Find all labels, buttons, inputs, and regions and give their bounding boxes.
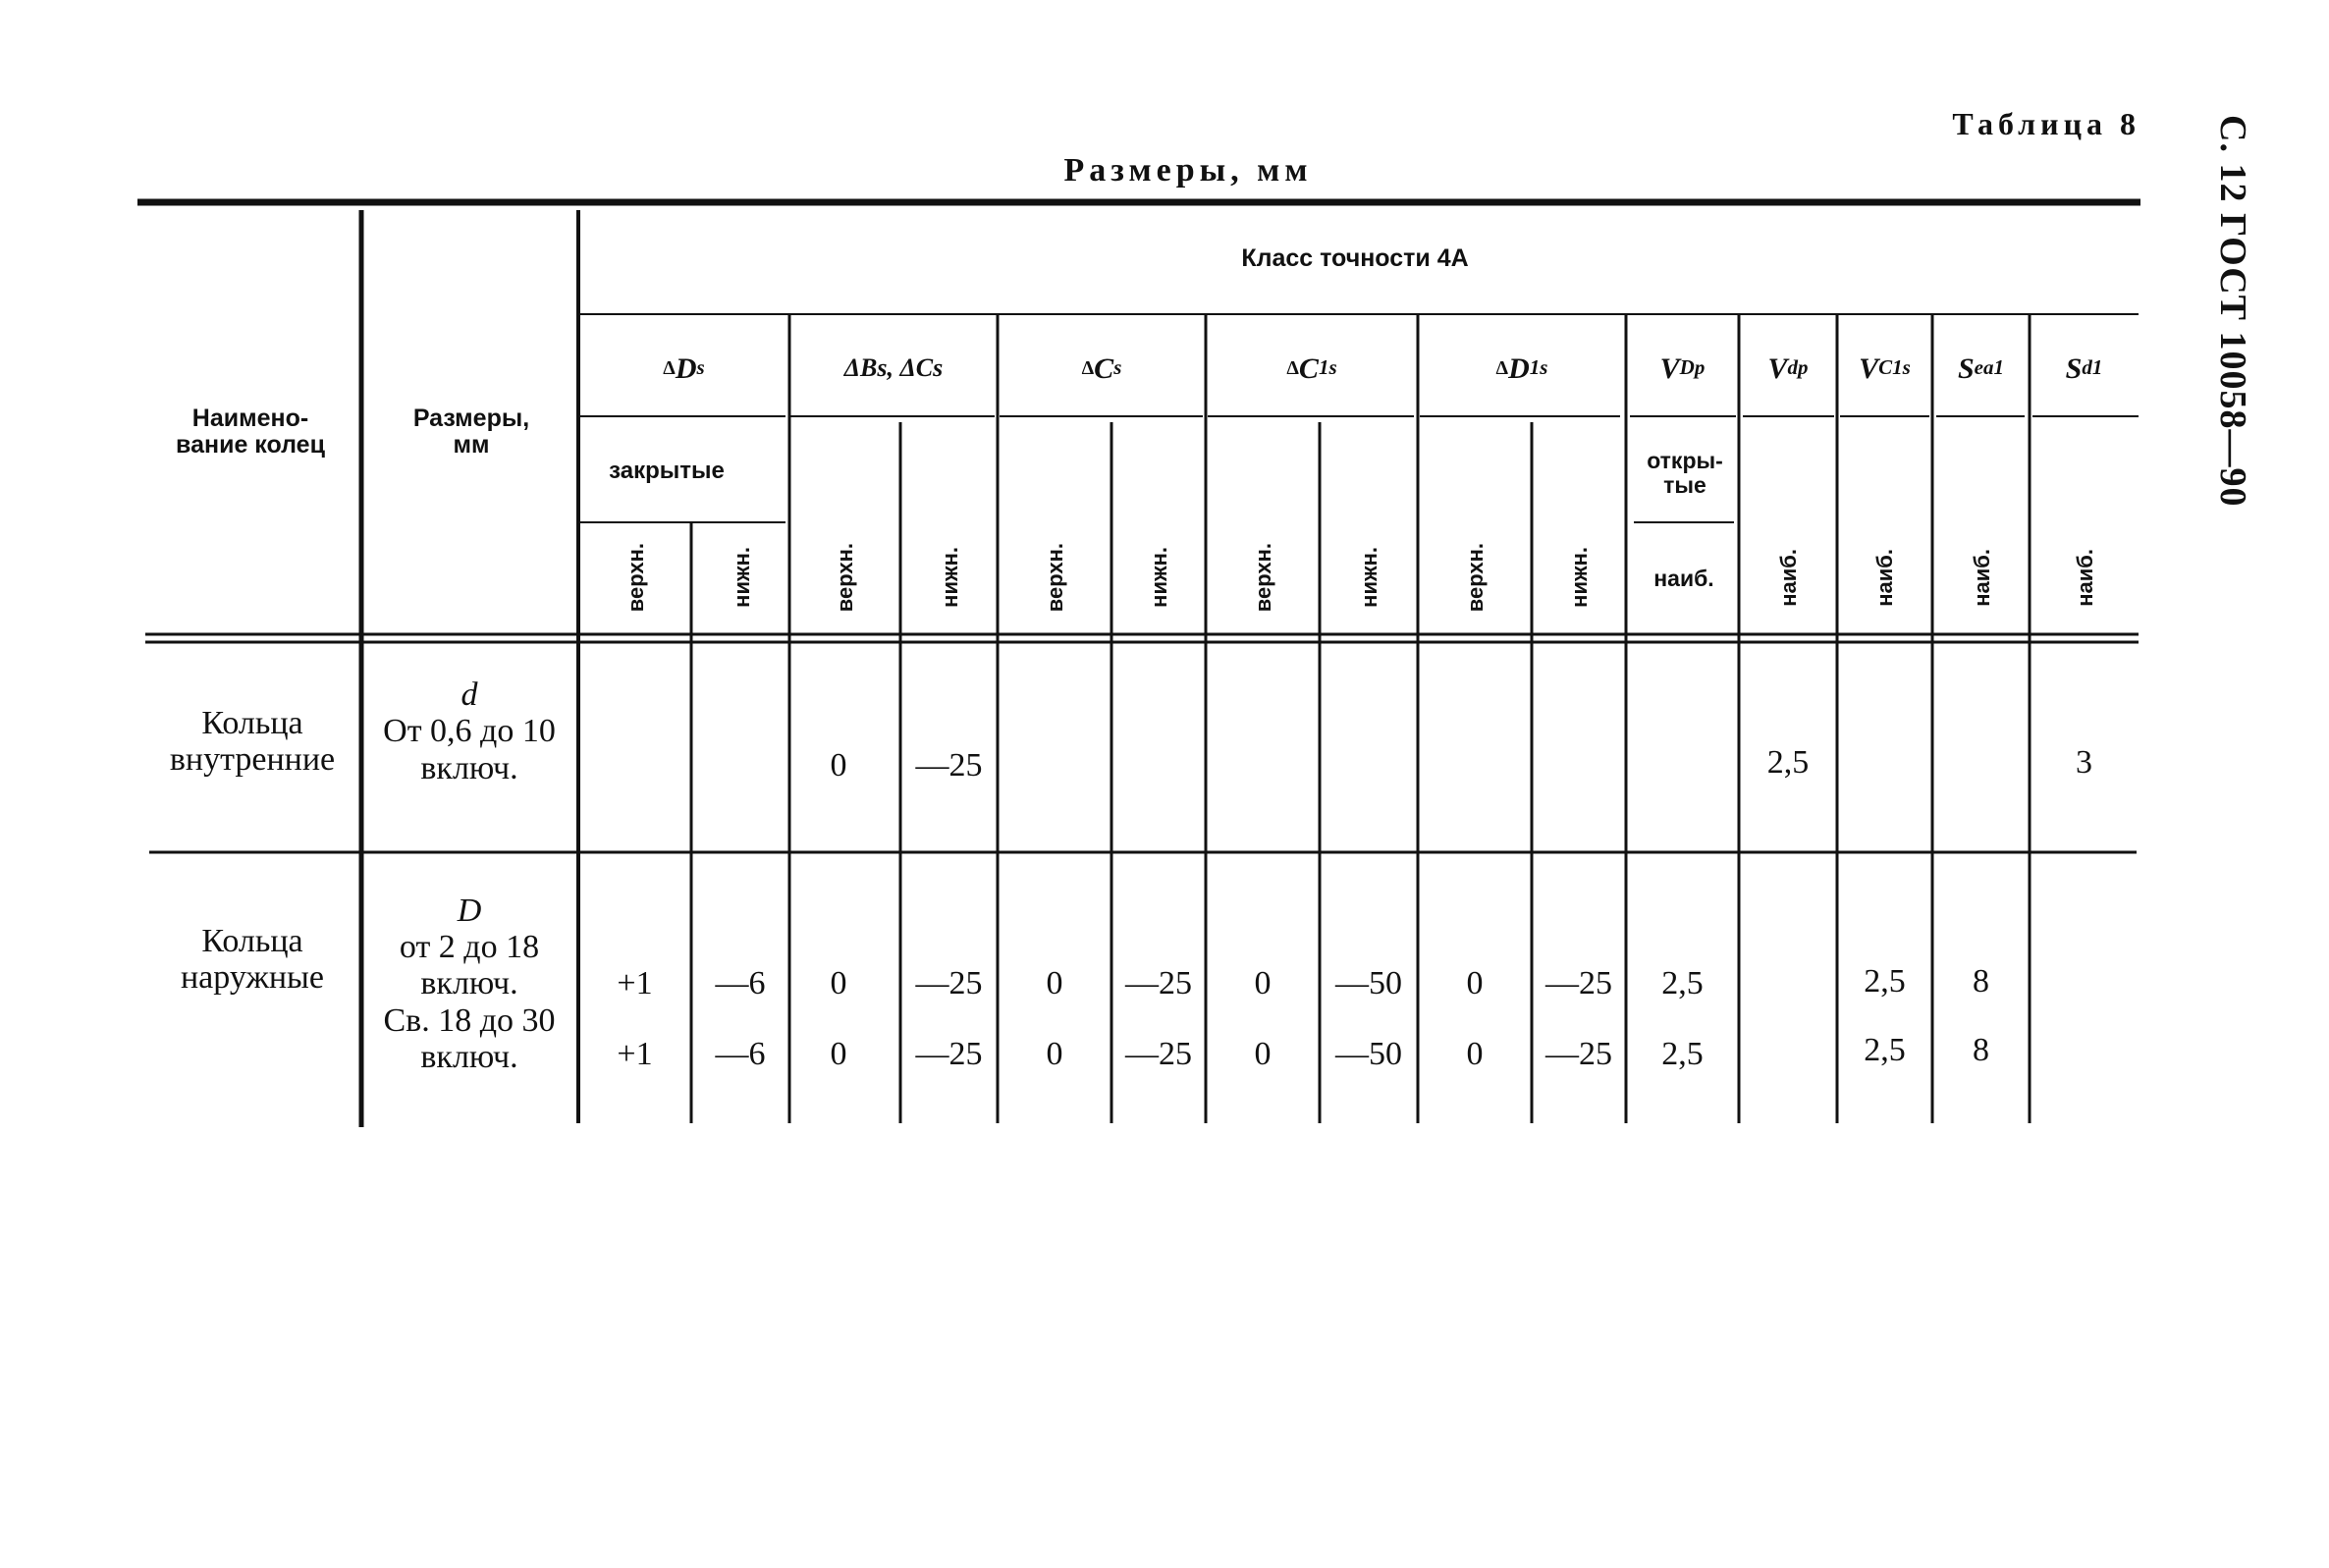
outer-r2-dC1s-upper: 0	[1254, 1036, 1272, 1073]
header-upper: верхн.	[1462, 542, 1488, 613]
outer-r2-vc1s: 2,5	[1864, 1032, 1906, 1069]
header-open: откры-тые	[1647, 447, 1723, 498]
header-max: наиб.	[1653, 566, 1714, 592]
outer-ring-size: D от 2 до 18 включ. Св. 18 до 30 включ.	[383, 892, 556, 1076]
header-lower: нижн.	[1356, 547, 1381, 608]
outer-r2-dBs-lower: —25	[915, 1036, 983, 1073]
outer-r1-dDs-upper: +1	[617, 965, 653, 1002]
outer-ring-name: Кольца наружные	[180, 922, 324, 996]
outer-r1-dCs-upper: 0	[1046, 965, 1063, 1002]
inner-vdp: 2,5	[1766, 744, 1810, 782]
header-delta-c1s: Δ C 1s	[1286, 351, 1337, 385]
outer-r2-dD1s-lower: —25	[1545, 1036, 1612, 1073]
outer-r1-dC1s-upper: 0	[1254, 965, 1272, 1002]
header-max: наиб.	[2072, 548, 2097, 607]
header-v-dp-inner: V dp	[1767, 351, 1809, 385]
header-delta-cs: Δ C s	[1081, 351, 1122, 385]
header-max: наиб.	[1969, 548, 1994, 607]
header-lower: нижн.	[937, 547, 962, 608]
outer-r2-dDs-lower: —6	[715, 1036, 766, 1073]
header-lower: нижн.	[729, 547, 754, 608]
header-upper: верхн.	[1250, 542, 1275, 613]
header-accuracy-class: Класс точности 4А	[1241, 244, 1469, 273]
outer-r2-dBs-upper: 0	[830, 1036, 847, 1073]
outer-r1-dD1s-upper: 0	[1466, 965, 1484, 1002]
table-number: Таблица 8	[1952, 106, 2140, 141]
outer-r2-dC1s-lower: —50	[1335, 1036, 1402, 1073]
header-s-d1: S d1	[2065, 351, 2103, 385]
outer-r1-sea1: 8	[1973, 963, 1989, 1000]
outer-r2-dCs-upper: 0	[1046, 1036, 1063, 1073]
header-delta-d1s: Δ D 1s	[1495, 351, 1548, 385]
header-closed: закрытые	[609, 457, 725, 484]
outer-r1-dC1s-lower: —50	[1335, 965, 1402, 1002]
inner-ring-size: d От 0,6 до 10 включ.	[383, 676, 556, 786]
outer-r1-dBs-upper: 0	[830, 965, 847, 1002]
outer-r2-dD1s-upper: 0	[1466, 1036, 1484, 1073]
header-sizes: Размеры, мм	[412, 404, 530, 459]
header-s-ea1: S ea1	[1957, 351, 2004, 385]
inner-dBs-lower: —25	[915, 747, 983, 784]
outer-r1-dBs-lower: —25	[915, 965, 983, 1002]
header-lower: нижн.	[1566, 547, 1592, 608]
header-upper: верхн.	[832, 542, 857, 613]
page-stamp: С. 12 ГОСТ 10058—90	[2212, 115, 2253, 508]
inner-dBs-upper: 0	[830, 747, 847, 784]
outer-r2-vdp: 2,5	[1661, 1036, 1704, 1073]
header-max: наиб.	[1871, 548, 1897, 607]
outer-r1-vc1s: 2,5	[1864, 963, 1906, 1000]
outer-r1-dCs-lower: —25	[1125, 965, 1192, 1002]
outer-r2-dDs-upper: +1	[617, 1036, 653, 1073]
outer-r1-vdp: 2,5	[1661, 965, 1704, 1002]
outer-r2-dCs-lower: —25	[1125, 1036, 1192, 1073]
outer-r1-dDs-lower: —6	[715, 965, 766, 1002]
header-max: наиб.	[1775, 548, 1801, 607]
header-lower: нижн.	[1146, 547, 1171, 608]
header-delta-ds: Δ D s	[663, 351, 705, 385]
table-caption: Размеры, мм	[1063, 152, 1313, 189]
header-v-dp-outer: V Dp	[1659, 351, 1706, 385]
outer-r2-sea1: 8	[1973, 1032, 1989, 1069]
header-ring-name: Наимено-вание колец	[176, 404, 325, 459]
header-delta-bs-cs: ΔBs, ΔCs	[843, 352, 944, 382]
header-upper: верхн.	[1042, 542, 1067, 613]
inner-sd1: 3	[2076, 744, 2092, 782]
header-upper: верхн.	[623, 542, 648, 613]
header-v-c1s: V C1s	[1859, 351, 1911, 385]
outer-r1-dD1s-lower: —25	[1545, 965, 1612, 1002]
inner-ring-name: Кольца внутренние	[169, 704, 336, 778]
